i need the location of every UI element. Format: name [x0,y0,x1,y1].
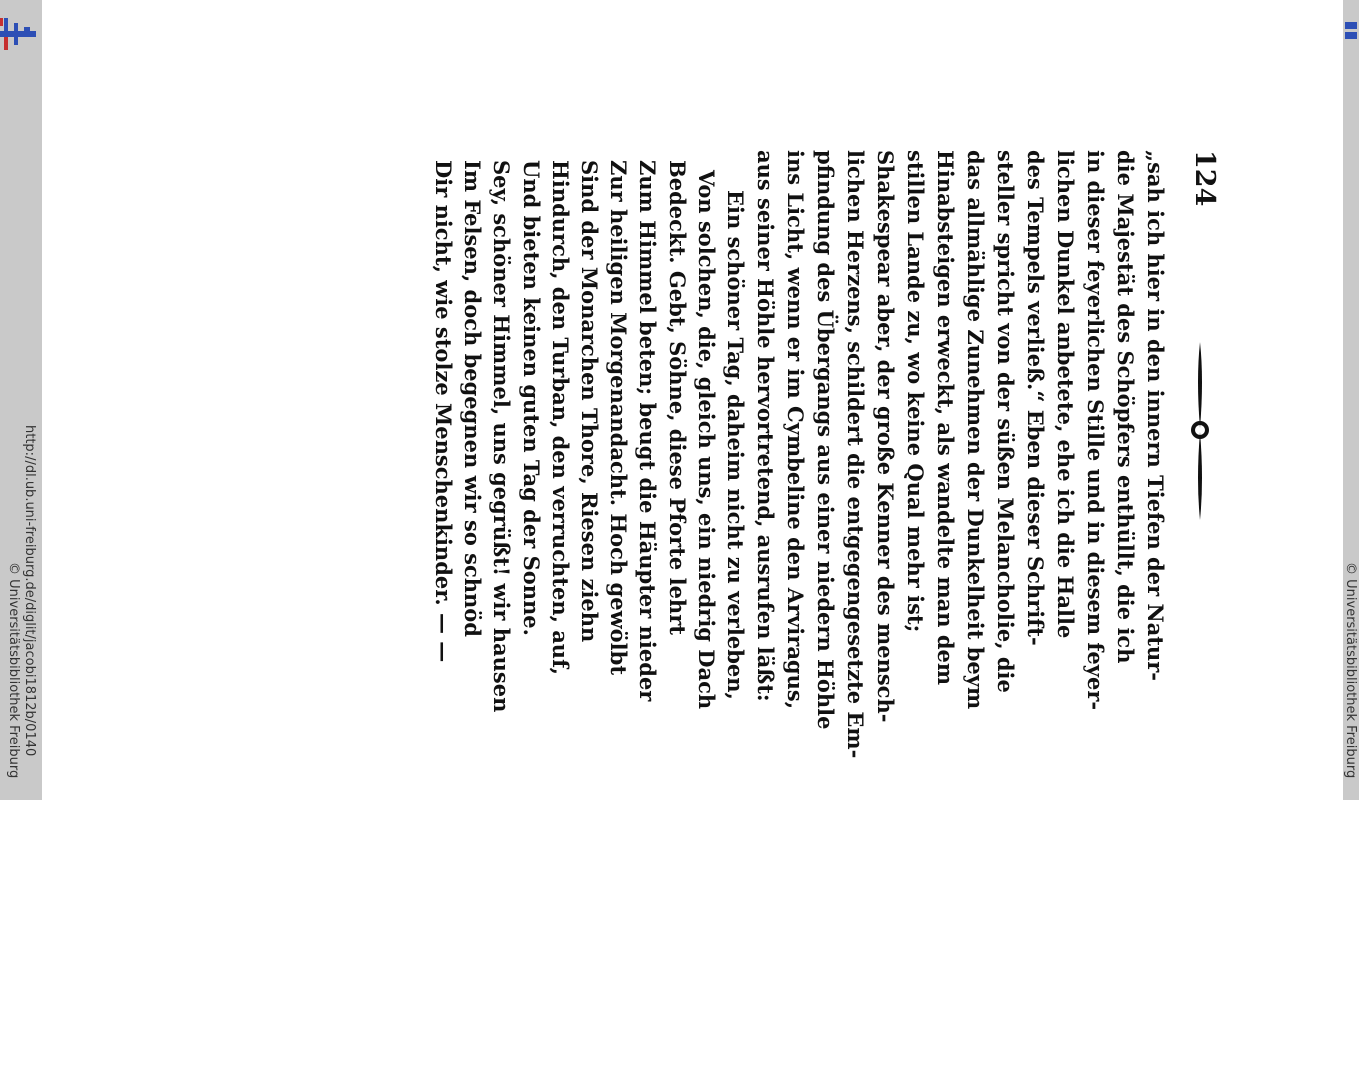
poem-line: Sind der Monarchen Thore, Riesen ziehn [577,160,603,643]
rotated-page-content [290,150,1220,759]
text-line: aus seiner Höhle hervortretend, ausrufen läßt: [753,150,778,702]
text-line: die Majestät des Schöpfers enthüllt, die ich [1113,150,1138,664]
poem-line: Hindurch, den Turban, den verruchten, auf, [547,160,573,675]
text-line: ins Licht, wenn er im Cymbeline den Arviragus, [783,150,808,710]
text-line: „sah ich hier in den innern Tiefen der Natur- [1143,150,1168,682]
body-text [429,150,1170,1080]
text-line: steller spricht von der süßen Melancholie, die [993,150,1018,693]
poem-line: Zur heiligen Morgenandacht. Hoch gewölbt [606,160,632,676]
text-line: pfindung des Übergangs aus einer niedern Höhle [813,150,838,730]
copyright-left: © Universitätsbibliothek Freiburg [6,562,21,779]
copyright-right: © Universitätsbibliothek Freiburg [1343,562,1358,779]
text-line: in dieser feyerlichen Stille und in diesem feyer- [1083,150,1108,711]
poem-line: Ein schöner Tag, daheim nicht zu verleben, [723,190,748,700]
text-line: das allmählige Zunehmen der Dunkelheit beym [963,150,988,710]
text-line: lichen Dunkel anbetete, ehe ich die Halle [1053,150,1078,639]
left-sidebar-strip [0,0,42,800]
ornament-divider-icon [1180,330,1220,530]
text-line: des Tempels verließ.“ Eben dieser Schrift- [1023,150,1048,646]
text-line: stillen Lande zu, wo keine Qual mehr ist; [903,150,928,633]
page-number: 124 [1189,150,1220,207]
text-line: lichen Herzens, schildert die entgegengesetzte Em- [843,150,868,759]
poem-line: Bedeckt. Gebt, Söhne, diese Pforte lehrt [664,160,690,635]
right-sidebar-strip [1343,0,1359,800]
color-calibration-marker-right [1345,22,1357,40]
poem-line: Und bieten keinen guten Tag der Sonne. [518,160,544,636]
poem-line: Dir nicht, wie stolze Menschenkinder. — — [431,160,457,663]
poem-line: Von solchen, die, gleich uns, ein niedrig Dach [693,170,719,710]
text-line: Shakespear aber, der große Kenner des mensch- [873,150,898,723]
poem-line: Zum Himmel beten; beugt die Häupter nieder [635,160,661,702]
poem-line: Sey, schöner Himmel, uns gegrüßt! wir hausen [489,160,515,713]
text-line: Hinabsteigen erweckt, als wandelte man dem [933,150,958,686]
scanned-page [42,0,1343,800]
source-url[interactable]: http://dl.ub.uni-freiburg.de/diglit/jacobi1812b/0140 [22,425,37,757]
color-calibration-marker [0,18,36,50]
poem-line: Im Felsen, doch begegnen wir so schnöd [460,160,486,637]
